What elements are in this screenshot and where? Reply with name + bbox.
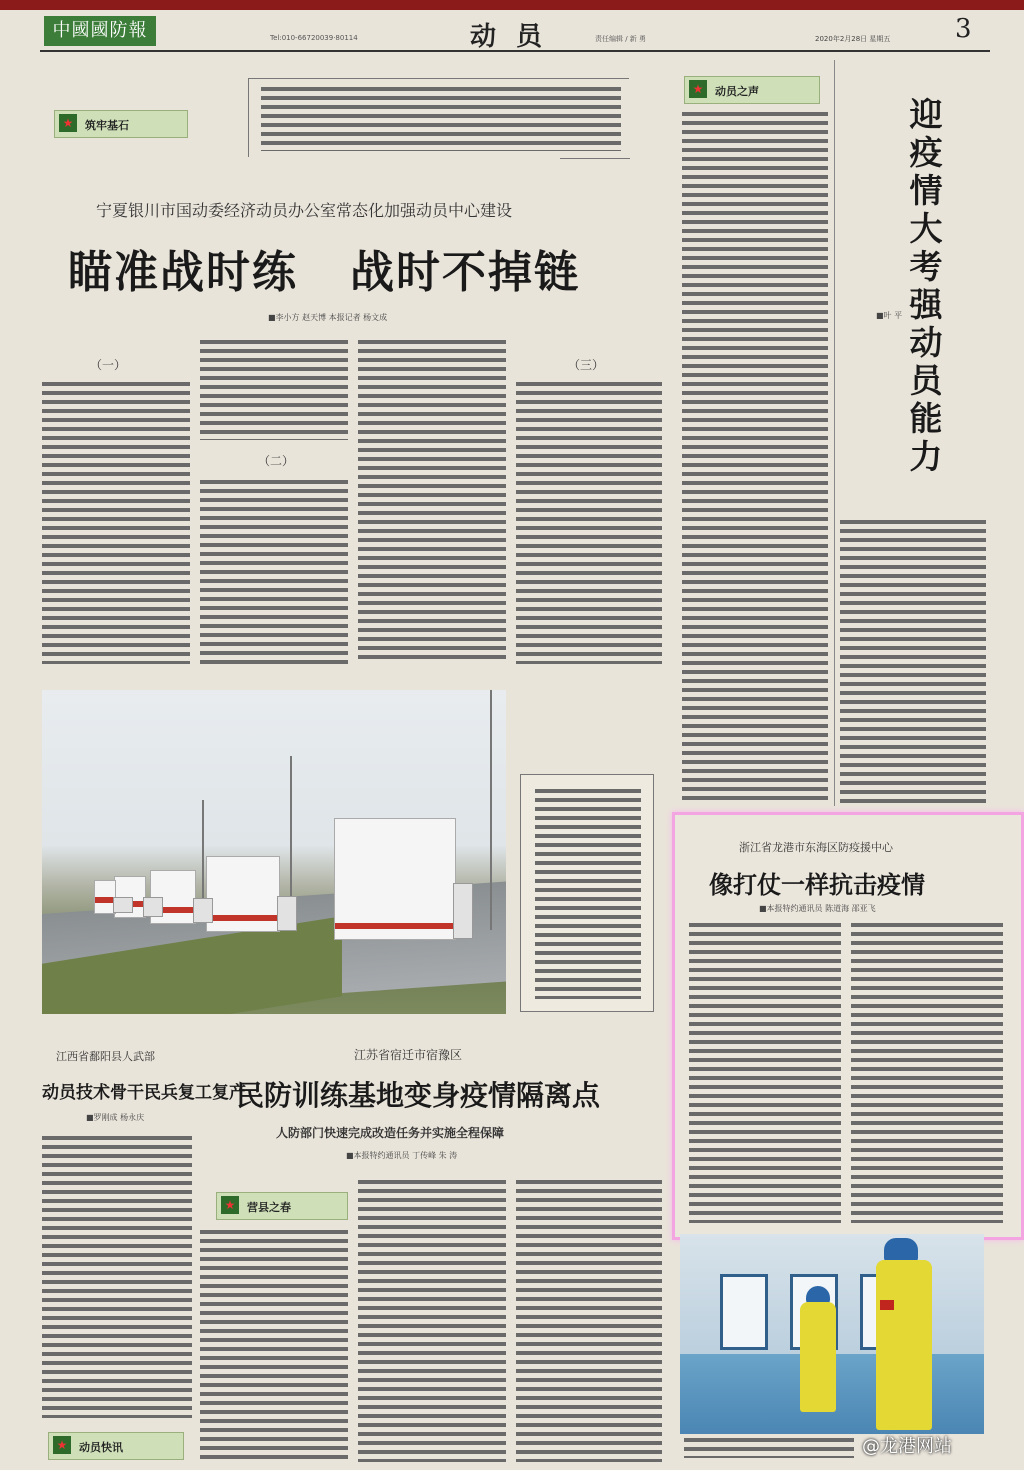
center-lower-column-2 — [358, 1180, 506, 1462]
left-lower-text — [42, 1136, 192, 1418]
left-lower-kicker: 江西省鄱阳县人武部 — [56, 1050, 155, 1063]
column-tag-label: 营县之春 — [247, 1201, 291, 1214]
vertical-title: 迎疫情大考 强动员能力 — [909, 95, 943, 476]
column-tag-label: 筑牢基石 — [85, 119, 129, 132]
column-tag-spring — [216, 1192, 348, 1220]
intro-box — [248, 78, 629, 157]
left-lower-byline: ■罗刚成 杨永庆 — [86, 1113, 145, 1122]
intro-text — [261, 87, 621, 151]
star-icon: ★ — [59, 114, 77, 132]
photo2-caption — [684, 1438, 854, 1458]
caption-text — [535, 789, 641, 999]
center-lower-kicker: 江苏省宿迁市宿豫区 — [354, 1048, 463, 1062]
worker-figure — [876, 1260, 932, 1430]
truck — [94, 880, 116, 914]
center-lower-subhead: 人防部门快速完成改造任务并实施全程保障 — [276, 1126, 505, 1140]
column-tag-foundation — [54, 110, 188, 138]
star-icon: ★ — [221, 1196, 239, 1214]
lead-column-3 — [358, 340, 506, 664]
column-tag-label: 动员快讯 — [79, 1441, 123, 1454]
center-lower-headline: 民防训练基地变身疫情隔离点 — [236, 1079, 601, 1112]
weibo-watermark: @龙港网站 — [862, 1436, 952, 1457]
highlighted-article — [672, 812, 1024, 1240]
window — [720, 1274, 768, 1350]
truck-convoy-photo — [42, 690, 506, 1014]
section-3-number: （三） — [568, 358, 605, 372]
center-lower-column-1 — [200, 1230, 348, 1462]
section-1-number: （一） — [90, 358, 127, 372]
highlight-byline: ■本报特约通讯员 陈道海 邵亚飞 — [759, 904, 876, 913]
lead-column-2b — [200, 480, 348, 664]
lead-column-2a — [200, 340, 348, 440]
star-icon: ★ — [689, 80, 707, 98]
newspaper-logo: 中國國防報 — [44, 16, 156, 46]
helmet — [884, 1238, 918, 1262]
highlight-headline: 像打仗一样抗击疫情 — [709, 870, 925, 899]
center-lower-column-3 — [516, 1180, 662, 1462]
disinfection-photo — [680, 1234, 984, 1434]
photo-caption-box — [520, 774, 654, 1012]
lead-column-4 — [516, 382, 662, 664]
right-column-text — [682, 112, 828, 802]
worker-figure — [800, 1302, 836, 1412]
lead-kicker: 宁夏银川市国动委经济动员办公室常态化加强动员中心建设 — [96, 201, 513, 220]
column-tag-voice — [684, 76, 820, 104]
masthead — [40, 14, 990, 52]
light-pole — [490, 690, 492, 930]
masthead-editor: 责任编辑 / 新 勇 — [595, 35, 647, 43]
left-lower-headline: 动员技术骨干民兵复工复产 — [42, 1083, 246, 1103]
truck — [334, 818, 456, 940]
top-color-bar — [0, 0, 1024, 10]
highlight-kicker: 浙江省龙港市东海区防疫援中心 — [739, 841, 893, 854]
highlight-column-2 — [851, 923, 1003, 1223]
highlight-column-1 — [689, 923, 841, 1223]
star-icon: ★ — [53, 1436, 71, 1454]
page-number: 3 — [955, 14, 972, 44]
right-author: ■叶 平 — [876, 311, 903, 320]
lead-byline: ■李小方 赵天博 本报记者 杨文成 — [268, 313, 388, 322]
masthead-date: 2020年2月28日 星期五 — [815, 35, 891, 43]
lead-headline: 瞄准战时练 战时不掉链 — [68, 247, 580, 298]
truck — [206, 856, 280, 932]
center-lower-byline: ■本报特约通讯员 丁传峰 朱 涛 — [346, 1151, 458, 1160]
red-armband — [880, 1300, 894, 1310]
column-divider — [834, 60, 835, 806]
section-title: 动员 — [470, 22, 563, 52]
column-tag-news — [48, 1432, 184, 1460]
lead-column-1 — [42, 382, 190, 664]
right-column-text-2 — [840, 520, 986, 806]
column-tag-label: 动员之声 — [715, 85, 759, 98]
section-2-number: （二） — [258, 454, 295, 468]
intro-corner — [560, 158, 630, 159]
masthead-tel: Tel:010-66720039·80114 — [270, 34, 358, 42]
